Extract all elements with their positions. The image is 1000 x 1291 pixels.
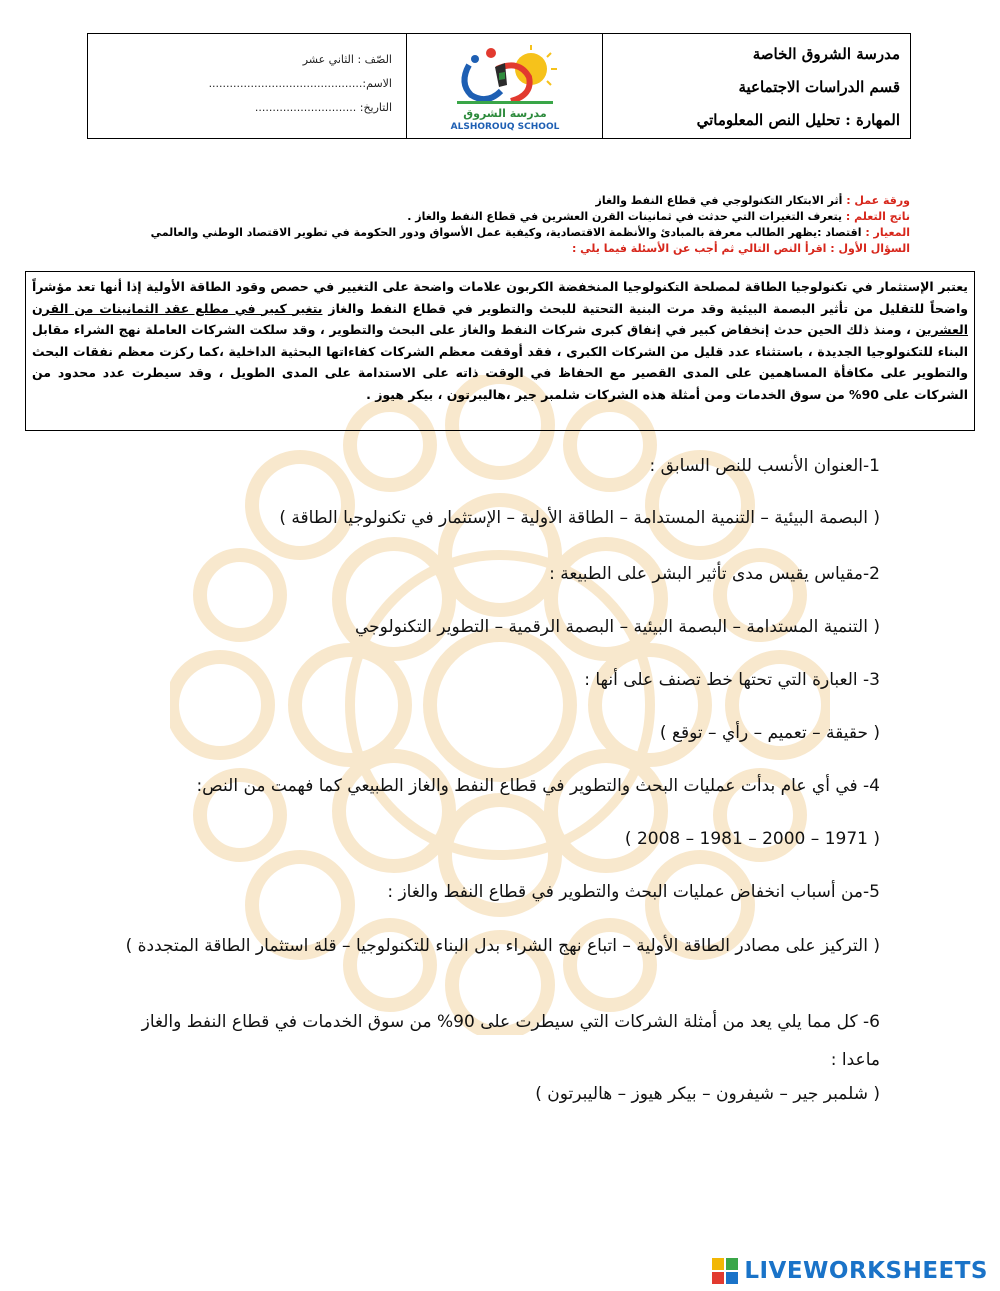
standard-line bbox=[50, 225, 910, 241]
question-instruction: السؤال الأول : اقرأ النص التالي ثم أجب عن الأسئلة فيما يلي : bbox=[571, 242, 910, 255]
liveworksheets-logo-icon bbox=[712, 1258, 738, 1284]
student-info bbox=[88, 34, 406, 138]
date-field[interactable]: التاريخ: ............................. bbox=[254, 101, 392, 114]
question-4-options[interactable]: ( 1971 – 2000 – 1981 – 2008 ) bbox=[624, 829, 880, 849]
name-field[interactable]: الاسم:............................................ bbox=[208, 77, 392, 90]
question-5-options[interactable]: ( التركيز على مصادر الطاقة الأولية – اتباع نهج الشراء بدل البناء للتكنولوجيا – قلة استثمار الطاقة المتجددة ) bbox=[125, 936, 880, 956]
worksheet-info bbox=[50, 193, 910, 257]
school-logo-icon bbox=[439, 39, 571, 133]
skill-title: المهارة : تحليل النص المعلوماتي bbox=[696, 111, 900, 129]
learning-outcome-line bbox=[50, 209, 910, 225]
question-2: 2-مقياس يقيس مدى تأثير البشر على الطبيعة : bbox=[549, 564, 880, 584]
question-1-options[interactable]: ( البصمة البيئية – التنمية المستدامة – الطاقة الأولية – الإستثمار في تكنولوجيا الطاقة ) bbox=[279, 508, 880, 528]
liveworksheets-brand[interactable] bbox=[712, 1258, 988, 1284]
header-table bbox=[87, 33, 911, 139]
learning-outcome-value: يتعرف التغيرات التي حدثت في ثمانينات القرن العشرين في قطاع النفط والغاز . bbox=[407, 210, 843, 223]
worksheet-title-line bbox=[50, 193, 910, 209]
standard-value: اقتصاد :يظهر الطالب معرفة بالمبادئ والأنظمة الاقتصادية، وكيفية عمل الأسواق ودور الحكومة في تطوير الاقتصاد الوطني والعالمي bbox=[150, 226, 862, 239]
passage-text-2: ، ومنذ ذلك الحين حدث إنخفاض كبير في إنفاق كبرى شركات النفط والغاز على البحث والتطوير ، وقد سلكت الشركات العاملة نهج الشراء مقابل البناء للتكنولوجيا الجديدة ، باستثناء عدد قليل من الشركات الكبرى ، فقد أوقفت معظم الشركات كفاءاتها البحثية الداخلية ،كما ركزت معظم نفقات البحث والتطوير على مكافأة المساهمين على المدى القصير مع الحفاظ في الوقت ذاته على الاستدامة على المدى الطويل ، وقد سيطرت عدد محدود من الشركات على 90% من سوق الخدمات ومن أمثلة هذه الشركات شلمبر جير ،هاليبرتون ، بيكر هيوز . bbox=[32, 322, 968, 402]
logo-text-english: ALSHOROUQ SCHOOL bbox=[450, 122, 559, 132]
question-5: 5-من أسباب انخفاض عمليات البحث والتطوير في قطاع النفط والغاز : bbox=[387, 882, 880, 902]
grade-label: الصّف : الثاني عشر bbox=[302, 53, 392, 66]
worksheet-title-label: ورقة عمل : bbox=[846, 194, 910, 207]
question-3-options[interactable]: ( حقيقة – تعميم – رأي – توقع ) bbox=[659, 723, 880, 743]
question-6: 6- كل مما يلي يعد من أمثلة الشركات التي سيطرت على 90% من سوق الخدمات في قطاع النفط والغاز ماعدا : bbox=[141, 1012, 880, 1070]
question-3: 3- العبارة التي تحتها خط تصنف على أنها : bbox=[584, 670, 880, 690]
question-6-options[interactable]: ( شلمبر جير – شيفرون – بيكر هيوز – هاليبرتون ) bbox=[535, 1084, 880, 1104]
passage-text-1: يعتبر الإستثمار في تكنولوجيا الطاقة لمصلحة التكنولوجيا المنخفضة الكربون علامات واضحة على التغيير في حصص وقود الطاقة الأولية إذا أنها تعد مؤشراً واضحاً للتقليل من تأثير البصمة البيئية وقد مرت البنية التحتية للبحث والتطوير في قطاع النفط والغاز bbox=[32, 279, 969, 316]
school-name: مدرسة الشروق الخاصة bbox=[752, 45, 900, 63]
brand-name: LIVEWORKSHEETS bbox=[744, 1258, 988, 1284]
school-logo bbox=[406, 34, 602, 138]
question-1: 1-العنوان الأنسب للنص السابق : bbox=[649, 456, 880, 476]
logo-text-arabic: مدرسة الشروق bbox=[462, 107, 547, 120]
school-info bbox=[602, 34, 910, 138]
learning-outcome-label: ناتج التعلم : bbox=[845, 210, 910, 223]
department-name: قسم الدراسات الاجتماعية bbox=[738, 78, 900, 96]
reading-passage bbox=[25, 271, 975, 431]
question-4: 4- في أي عام بدأت عمليات البحث والتطوير في قطاع النفط والغاز الطبيعي كما فهمت من النص: bbox=[196, 776, 880, 796]
question-2-options[interactable]: ( التنمية المستدامة – البصمة البيئية – البصمة الرقمية – التطوير التكنولوجي bbox=[355, 617, 880, 637]
standard-label: المعيار : bbox=[865, 226, 910, 239]
passage-underlined-phrase: بتغير كبير في مطلع عقد الثمانينات من القرن العشرين bbox=[32, 300, 968, 337]
worksheet-title-value: أثر الابتكار التكنولوجي في قطاع النفط والغاز bbox=[595, 194, 843, 207]
